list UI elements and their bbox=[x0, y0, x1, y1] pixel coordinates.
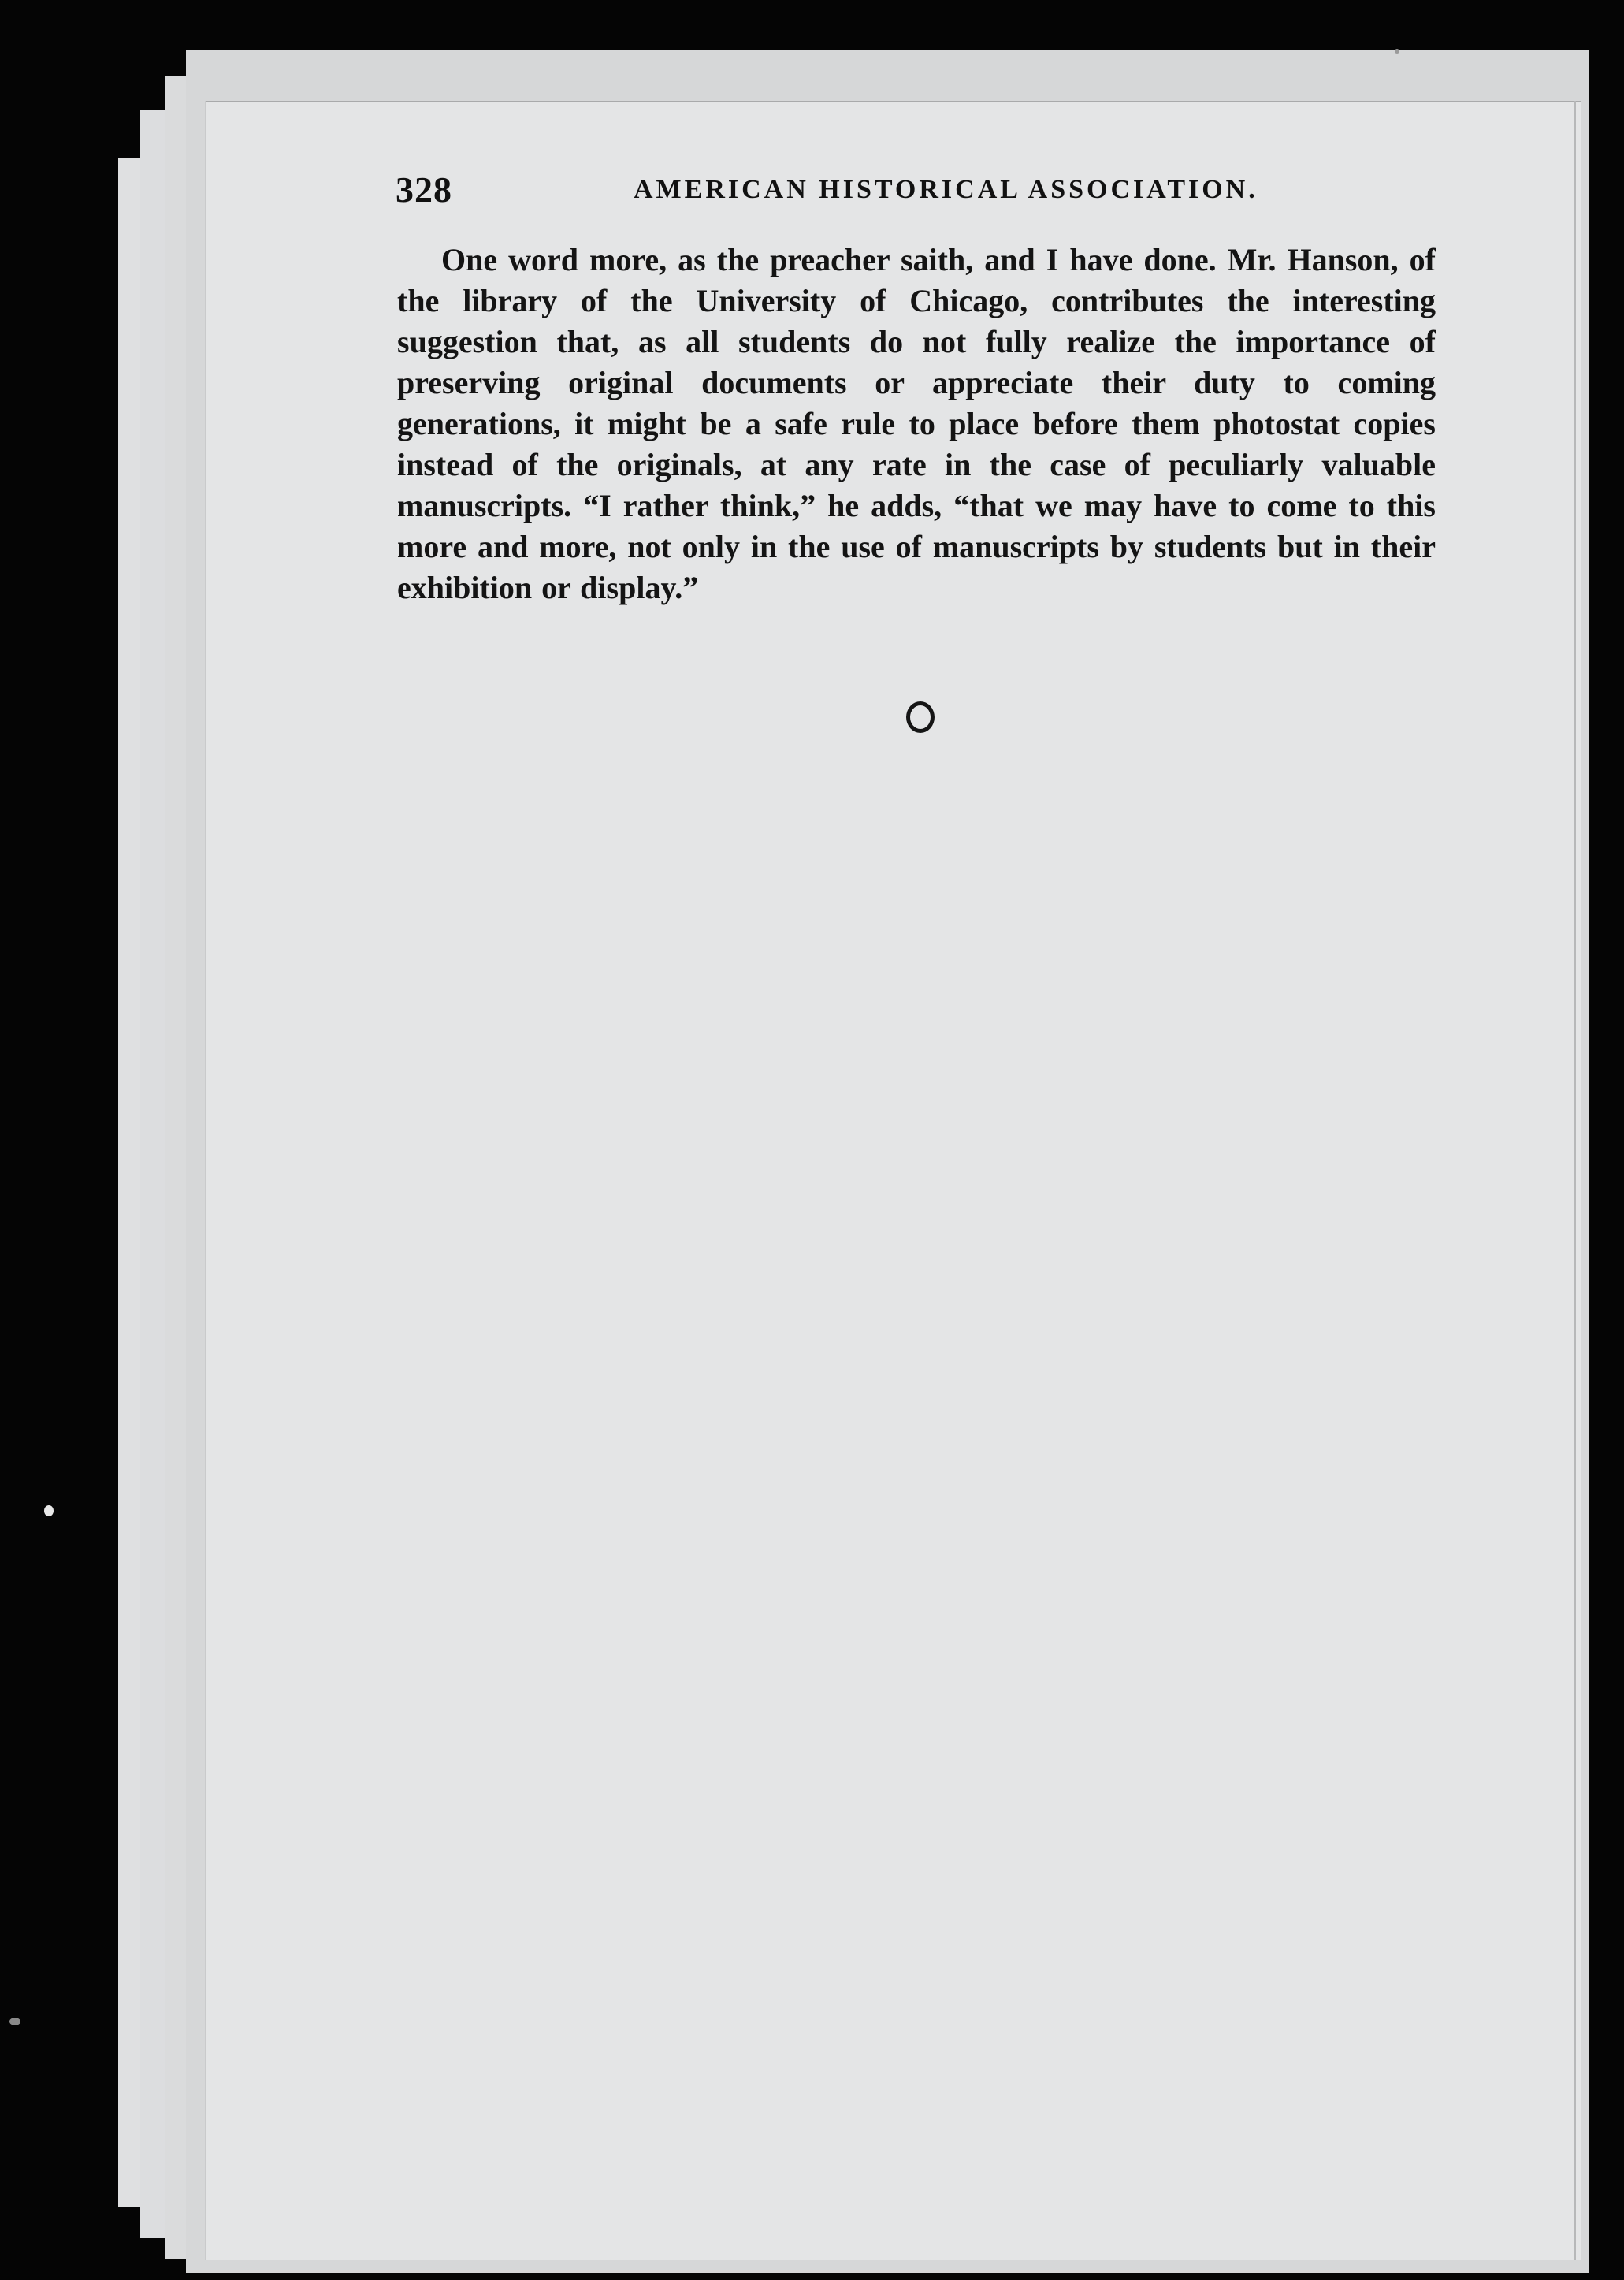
page-right-edge bbox=[1574, 101, 1576, 2260]
scan-speck bbox=[9, 2018, 20, 2025]
page-header bbox=[396, 169, 1436, 224]
scan-speck bbox=[1395, 49, 1399, 54]
end-ornament-circle bbox=[906, 701, 935, 733]
body-paragraph: One word more, as the preacher saith, and I have done. Mr. Hanson, of the library of the University of Chicago, contributes the interesting suggestion that, as all students do not fully realize the importance of preserving original documents or appreciate their duty to coming generations, it might be a safe rule to place before them photostat copies instead of the originals, at any rate in the case of peculiarly valuable manuscripts. “I rather think,” he adds, “that we may have to come to this more and more, not only in the use of manuscripts by students but in their exhibition or display.” bbox=[397, 242, 1436, 605]
scan-speck bbox=[44, 1505, 54, 1516]
page-top-edge bbox=[206, 101, 1581, 102]
book-page bbox=[206, 101, 1581, 2260]
page-number: 328 bbox=[396, 169, 452, 210]
running-head: AMERICAN HISTORICAL ASSOCIATION. bbox=[634, 175, 1258, 204]
